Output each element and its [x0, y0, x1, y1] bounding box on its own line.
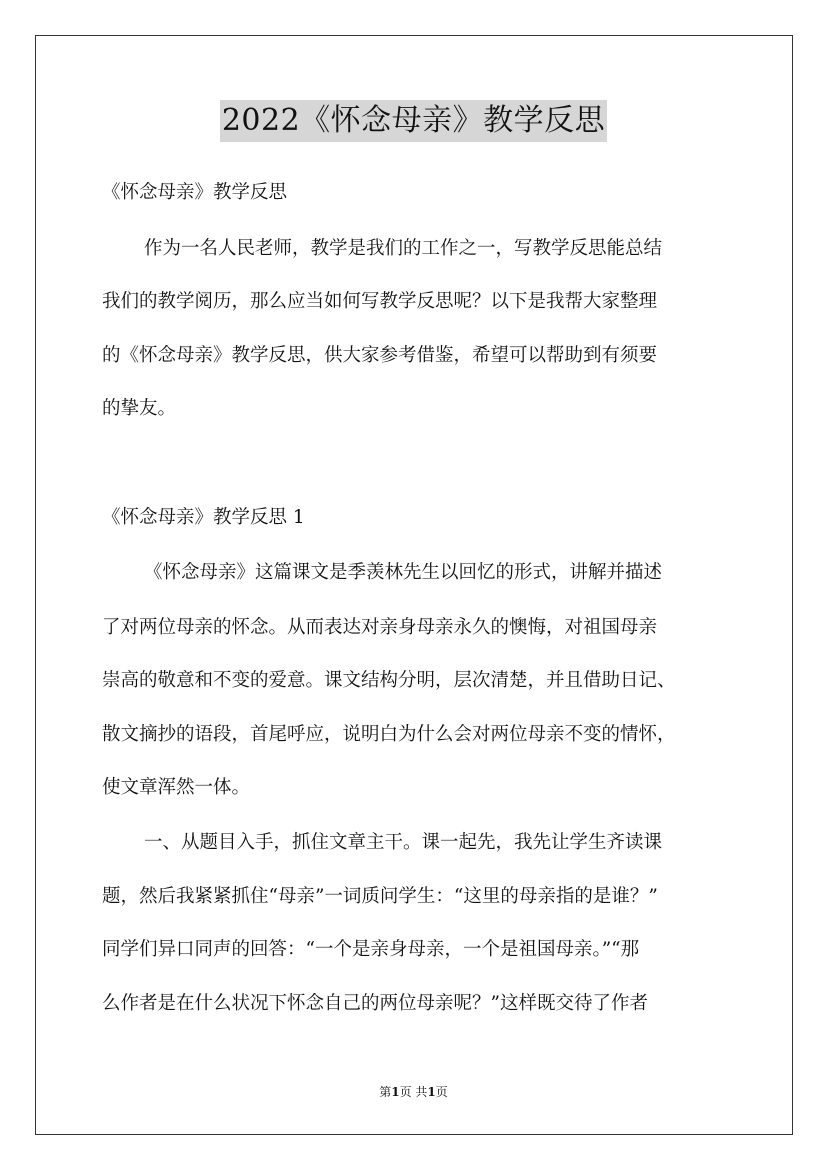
- document-title: 2022《怀念母亲》教学反思: [220, 100, 607, 142]
- paragraph-line: 作为一名人民老师，教学是我们的工作之一，写教学反思能总结: [144, 238, 663, 259]
- paragraph-line: 使文章浑然一体。: [102, 777, 251, 798]
- footer-middle: 页 共: [399, 1085, 428, 1099]
- current-page-number: 1: [391, 1085, 400, 1099]
- paragraph-line: 一、从题目入手，抓住文章主干。课一起先，我先让学生齐读课: [144, 832, 663, 853]
- paragraph-line: 题，然后我紧紧抓住“母亲”一词质问学生：“这里的母亲指的是谁？”: [102, 886, 658, 907]
- footer-prefix: 第: [379, 1085, 392, 1099]
- paragraph-line: 《怀念母亲》这篇课文是季羡林先生以回忆的形式，讲解并描述: [144, 562, 663, 583]
- paragraph-line: 了对两位母亲的怀念。从而表达对亲身母亲永久的懊悔，对祖国母亲: [102, 617, 658, 638]
- paragraph-line: 崇高的敬意和不变的爱意。课文结构分明，层次清楚，并且借助日记、: [102, 670, 676, 691]
- section-heading: 《怀念母亲》教学反思 1: [102, 507, 305, 528]
- total-pages-number: 1: [427, 1085, 436, 1099]
- paragraph-line: 的《怀念母亲》教学反思，供大家参考借鉴，希望可以帮助到有须要: [102, 345, 658, 366]
- paragraph-line: 散文摘抄的语段，首尾呼应，说明白为什么会对两位母亲不变的情怀，: [102, 724, 676, 745]
- paragraph-line: 我们的教学阅历，那么应当如何写教学反思呢？以下是我帮大家整理: [102, 291, 658, 312]
- footer-suffix: 页: [435, 1085, 448, 1099]
- paragraph-line: 同学们异口同声的回答：“一个是亲身母亲，一个是祖国母亲。”“那: [102, 939, 640, 960]
- paragraph-line: 的挚友。: [102, 398, 177, 419]
- title-container: [0, 100, 827, 142]
- page-footer: [0, 1083, 827, 1100]
- paragraph-line: 么作者是在什么状况下怀念自己的两位母亲呢？”这样既交待了作者: [102, 993, 648, 1014]
- section-heading: 《怀念母亲》教学反思: [102, 182, 288, 203]
